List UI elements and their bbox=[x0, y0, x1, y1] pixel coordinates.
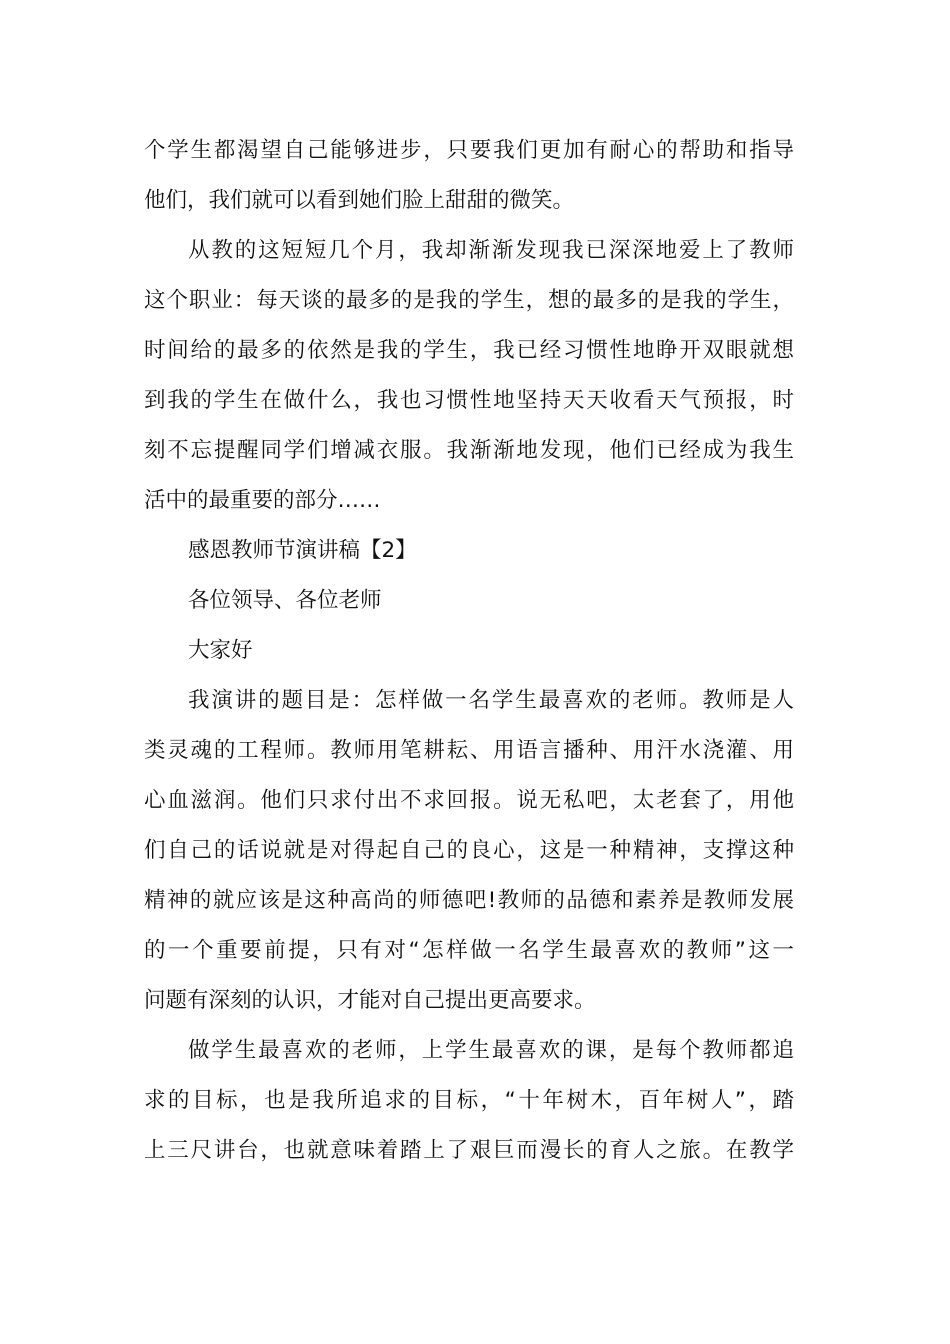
text-line: 精神的就应该是这种高尚的师德吧!教师的品德和素养是教师发展 bbox=[144, 888, 794, 913]
section-title: 感恩教师节演讲稿【2】 bbox=[188, 538, 417, 563]
text-line: 类灵魂的工程师。教师用笔耕耘、用语言播种、用汗水浇灌、用 bbox=[144, 738, 794, 763]
text-line: 这个职业：每天谈的最多的是我的学生，想的最多的是我的学生， bbox=[144, 288, 794, 313]
text-line: 个学生都渴望自己能够进步，只要我们更加有耐心的帮助和指导 bbox=[144, 138, 794, 163]
paragraph-start-line: 从教的这短短几个月，我却渐渐发现我已深深地爱上了教师 bbox=[188, 238, 794, 263]
text-line: 活中的最重要的部分…… bbox=[144, 488, 381, 513]
salutation-line: 各位领导、各位老师 bbox=[188, 588, 382, 613]
text-line: 上三尺讲台，也就意味着踏上了艰巨而漫长的育人之旅。在教学 bbox=[144, 1138, 794, 1163]
greeting-line: 大家好 bbox=[188, 638, 253, 663]
paragraph-start-line: 做学生最喜欢的老师，上学生最喜欢的课，是每个教师都追 bbox=[188, 1038, 794, 1063]
text-line: 的一个重要前提，只有对“怎样做一名学生最喜欢的教师”这一 bbox=[144, 938, 794, 963]
text-line: 他们，我们就可以看到她们脸上甜甜的微笑。 bbox=[144, 188, 575, 213]
paragraph-start-line: 我演讲的题目是：怎样做一名学生最喜欢的老师。教师是人 bbox=[188, 688, 794, 713]
text-line: 问题有深刻的认识，才能对自己提出更高要求。 bbox=[144, 988, 596, 1013]
text-line: 求的目标，也是我所追求的目标，“十年树木，百年树人”，踏 bbox=[144, 1088, 794, 1113]
text-line: 刻不忘提醒同学们增减衣服。我渐渐地发现，他们已经成为我生 bbox=[144, 438, 794, 463]
text-line: 到我的学生在做什么，我也习惯性地坚持天天收看天气预报，时 bbox=[144, 388, 794, 413]
text-line: 们自己的话说就是对得起自己的良心，这是一种精神，支撑这种 bbox=[144, 838, 794, 863]
document-body bbox=[144, 126, 794, 1176]
text-line: 时间给的最多的依然是我的学生，我已经习惯性地睁开双眼就想 bbox=[144, 338, 794, 363]
text-line: 心血滋润。他们只求付出不求回报。说无私吧，太老套了，用他 bbox=[144, 788, 794, 813]
